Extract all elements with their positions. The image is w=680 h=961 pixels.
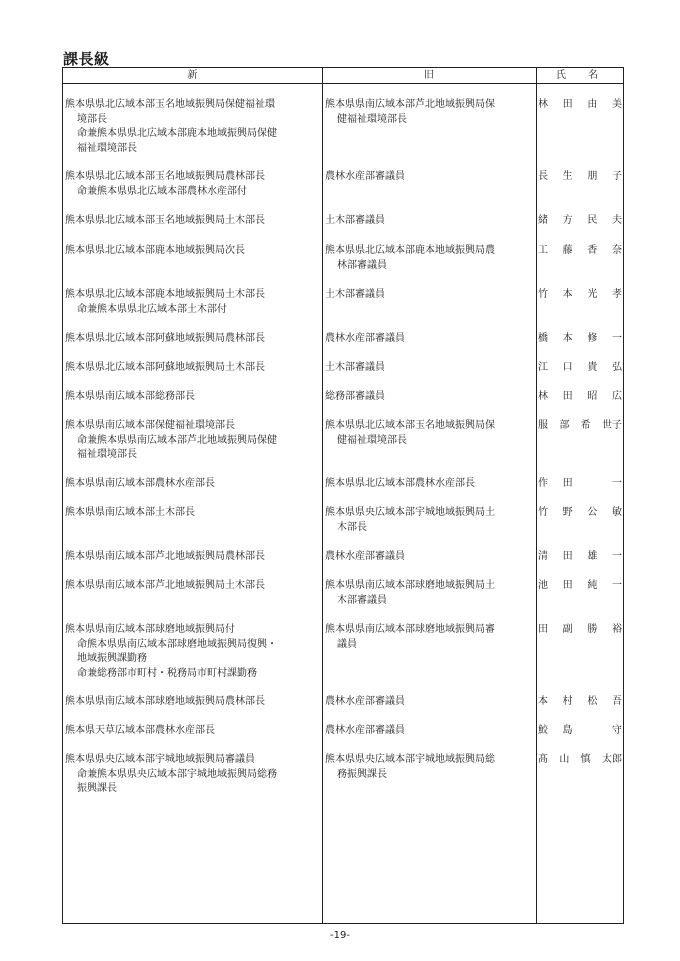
name-char: 田 <box>562 478 573 489</box>
name-char: 純 <box>587 580 598 591</box>
name-char: 本 <box>538 696 548 707</box>
header-new: 新 <box>187 70 198 81</box>
name-char: 江 <box>538 362 548 373</box>
new-position-cell <box>65 98 319 156</box>
person-name <box>538 170 622 185</box>
name-char: 孝 <box>611 289 622 300</box>
person-name-cell <box>538 332 622 347</box>
name-char: 一 <box>611 478 622 489</box>
old-position-line: 務振興課長 <box>337 768 387 780</box>
new-position-cell <box>65 477 319 492</box>
new-position-cell <box>65 695 319 710</box>
person-name <box>538 506 622 521</box>
old-position-line: 熊本県県北広域本部農林水産部長 <box>325 478 475 489</box>
name-char: 本 <box>562 289 573 300</box>
person-name-cell <box>538 695 622 710</box>
old-position-cell <box>325 419 533 448</box>
person-name <box>538 332 622 347</box>
name-char: 松 <box>587 696 598 707</box>
page-number: -19- <box>330 930 350 941</box>
new-position-line: 熊本県県央広域本部宇城地域振興局審議員 <box>65 754 255 765</box>
new-position-line: 熊本県県南広域本部農林水産部長 <box>65 478 215 489</box>
name-char: 子 <box>611 171 622 182</box>
name-char: 貴 <box>587 362 598 373</box>
new-position-line: 地域振興課勤務 <box>77 653 147 664</box>
person-name <box>538 98 622 113</box>
name-char: 一 <box>611 333 622 344</box>
old-position-line: 農林水産部審議員 <box>325 333 405 344</box>
old-position-cell <box>325 288 533 303</box>
new-position-cell <box>65 390 319 405</box>
name-char: 太郎 <box>601 754 622 765</box>
old-position-line: 木部審議員 <box>337 594 387 606</box>
new-position-line: 熊本県県南広域本部芦北地域振興局土木部長 <box>65 580 265 591</box>
new-position-cell <box>65 506 319 521</box>
person-name-cell <box>538 477 622 492</box>
person-name <box>538 724 622 739</box>
new-position-line: 熊本県県北広域本部玉名地域振興局保健福祉環 <box>65 99 275 110</box>
name-char: 林 <box>538 99 548 110</box>
name-char: 勝 <box>587 624 598 635</box>
person-name <box>538 623 622 638</box>
old-position-line: 熊本県県北広域本部玉名地域振興局保 <box>325 420 495 431</box>
new-position-line: 熊本県県南広域本部芦北地域振興局農林部長 <box>65 551 265 562</box>
old-position-line: 土木部審議員 <box>325 362 385 373</box>
person-name <box>538 288 622 303</box>
name-char: 広 <box>611 391 622 402</box>
person-name-cell <box>538 361 622 376</box>
old-position-line: 土木部審議員 <box>325 289 385 300</box>
name-char: 島 <box>562 725 573 736</box>
name-char: 世子 <box>601 420 622 431</box>
new-position-line: 命兼熊本県県北広域本部鹿本地域振興局保健 <box>77 128 277 139</box>
name-char: 竹 <box>538 289 548 300</box>
new-position-cell <box>65 550 319 565</box>
person-name <box>538 390 622 405</box>
name-char: 生 <box>562 171 573 182</box>
name-char: 山 <box>559 754 570 765</box>
new-position-line: 熊本県県北広域本部鹿本地域振興局土木部長 <box>65 289 265 300</box>
name-char: 敏 <box>611 507 622 518</box>
name-char: 田 <box>538 624 548 635</box>
name-char: 田 <box>562 99 573 110</box>
new-position-cell <box>65 419 319 463</box>
old-position-line: 木部長 <box>337 521 367 533</box>
old-position-line: 農林水産部審議員 <box>325 696 405 707</box>
new-position-cell <box>65 332 319 347</box>
person-name <box>538 477 622 492</box>
new-position-line: 熊本県県北広域本部阿蘇地域振興局土木部長 <box>65 362 265 373</box>
new-position-cell <box>65 170 319 199</box>
name-char: 野 <box>562 507 573 518</box>
new-position-line: 熊本県県南広域本部土木部長 <box>65 507 195 518</box>
new-position-line: 熊本県県北広域本部玉名地域振興局土木部長 <box>65 215 265 226</box>
name-char: 林 <box>538 391 548 402</box>
new-position-line: 熊本県県南広域本部球磨地域振興局農林部長 <box>65 696 265 707</box>
name-char <box>587 477 597 492</box>
name-char: 竹 <box>538 507 548 518</box>
name-char: 公 <box>587 507 598 518</box>
person-name-cell <box>538 419 622 434</box>
old-position-cell <box>325 724 533 739</box>
name-char: 朋 <box>587 171 598 182</box>
name-char: 池 <box>538 580 548 591</box>
new-position-cell <box>65 753 319 797</box>
old-position-line: 林部審議員 <box>337 259 387 271</box>
person-name <box>538 579 622 594</box>
old-position-line: 総務部審議員 <box>325 391 385 402</box>
new-position-line: 熊本県県北広域本部阿蘇地域振興局農林部長 <box>65 333 265 344</box>
old-position-line: 土木部審議員 <box>325 215 385 226</box>
old-position-line: 熊本県県南広域本部球磨地域振興局土 <box>325 580 495 591</box>
name-char: 由 <box>587 99 598 110</box>
new-position-line: 熊本県県南広域本部球磨地域振興局付 <box>65 624 235 635</box>
old-position-cell <box>325 506 533 535</box>
person-name-cell <box>538 550 622 565</box>
new-position-line: 熊本県県北広域本部鹿本地域振興局次長 <box>65 245 245 256</box>
person-name-cell <box>538 579 622 594</box>
name-char: 希 <box>580 420 591 431</box>
person-name-cell <box>538 98 622 113</box>
old-position-cell <box>325 623 533 652</box>
new-position-line: 熊本県県北広域本部玉名地域振興局農林部長 <box>65 171 265 182</box>
new-position-cell <box>65 214 319 229</box>
name-char <box>587 724 597 739</box>
old-position-line: 熊本県県央広域本部宇城地域振興局総 <box>325 754 495 765</box>
old-position-cell <box>325 361 533 376</box>
name-char: 美 <box>611 99 622 110</box>
person-name <box>538 550 622 565</box>
name-char: 香 <box>587 245 598 256</box>
new-position-line: 命兼熊本県県北広域本部土木部付 <box>77 303 227 315</box>
name-char: 奈 <box>611 245 622 256</box>
name-char: 慎 <box>580 754 591 765</box>
name-char: 裕 <box>611 624 622 635</box>
name-char: 部 <box>559 420 570 431</box>
person-name-cell <box>538 214 622 229</box>
old-position-line: 議員 <box>337 638 357 650</box>
name-char: 田 <box>562 580 573 591</box>
name-char: 口 <box>562 362 573 373</box>
person-name <box>538 695 622 710</box>
old-position-cell <box>325 332 533 347</box>
new-position-line: 福祉環境部長 <box>77 142 137 154</box>
person-name-cell <box>538 753 622 768</box>
new-position-line: 福祉環境部長 <box>77 449 137 460</box>
name-char: 作 <box>538 478 548 489</box>
old-position-cell <box>325 170 533 185</box>
name-char: 一 <box>611 551 622 562</box>
new-position-line: 命熊本県県南広域本部球磨地域振興局復興・ <box>77 638 277 650</box>
old-position-line: 農林水産部審議員 <box>325 551 405 562</box>
name-char: 一 <box>611 580 622 591</box>
name-char: 田 <box>562 391 573 402</box>
person-name-cell <box>538 506 622 521</box>
name-char: 守 <box>611 725 622 736</box>
table-header <box>63 68 623 84</box>
name-char: 鮫 <box>538 725 548 736</box>
name-char: 光 <box>587 289 598 300</box>
new-position-cell <box>65 244 319 259</box>
name-char: 長 <box>538 171 548 182</box>
personnel-table <box>62 67 624 924</box>
new-position-line: 振興課長 <box>77 783 117 794</box>
old-position-line: 熊本県県北広域本部鹿本地域振興局農 <box>325 245 495 256</box>
old-position-line: 農林水産部審議員 <box>325 171 405 182</box>
new-position-line: 命兼熊本県県南広域本部芦北地域振興局保健 <box>77 434 277 446</box>
old-position-cell <box>325 753 533 782</box>
header-old: 旧 <box>424 70 434 81</box>
person-name <box>538 361 622 376</box>
person-name <box>538 753 622 768</box>
name-char: 雄 <box>587 551 598 562</box>
old-position-cell <box>325 390 533 405</box>
person-name-cell <box>538 244 622 259</box>
person-name-cell <box>538 724 622 739</box>
name-char: 緒 <box>538 215 548 226</box>
old-position-line: 健福祉環境部長 <box>337 434 407 446</box>
name-char: 方 <box>562 215 573 226</box>
name-char: 修 <box>587 333 598 344</box>
old-position-cell <box>325 98 533 127</box>
old-position-line: 熊本県県南広域本部球磨地域振興局審 <box>325 624 495 635</box>
name-char: 清 <box>538 551 548 562</box>
new-position-cell <box>65 579 319 594</box>
name-char: 藤 <box>562 245 573 256</box>
name-char: 弘 <box>611 362 622 373</box>
new-position-cell <box>65 724 319 739</box>
person-name <box>538 419 622 434</box>
new-position-line: 境部長 <box>77 113 107 125</box>
name-char: 田 <box>562 551 573 562</box>
name-char: 夫 <box>611 215 622 226</box>
new-position-line: 熊本県天草広域本部農林水産部長 <box>65 725 215 736</box>
name-char: 昭 <box>587 391 598 402</box>
name-char: 吾 <box>611 696 622 707</box>
old-position-line: 健福祉環境部長 <box>337 113 407 125</box>
name-char: 髙 <box>538 754 548 765</box>
new-position-line: 熊本県県南広域本部総務部長 <box>65 391 195 402</box>
name-char: 橋 <box>538 333 548 344</box>
column-divider <box>536 68 537 923</box>
person-name-cell <box>538 623 622 638</box>
name-char: 本 <box>562 333 573 344</box>
new-position-cell <box>65 623 319 681</box>
old-position-cell <box>325 579 533 608</box>
old-position-cell <box>325 477 533 492</box>
person-name-cell <box>538 288 622 303</box>
page-title: 課長級 <box>63 50 110 68</box>
old-position-line: 熊本県県南広域本部芦北地域振興局保 <box>325 99 495 110</box>
header-name: 氏 名 <box>556 70 604 81</box>
name-char: 民 <box>587 215 598 226</box>
old-position-cell <box>325 214 533 229</box>
old-position-line: 熊本県県央広域本部宇城地域振興局土 <box>325 507 495 518</box>
new-position-line: 命兼総務部市町村・税務局市町村課勤務 <box>77 667 257 679</box>
person-name-cell <box>538 170 622 185</box>
new-position-line: 命兼熊本県県北広域本部農林水産部付 <box>77 185 247 197</box>
person-name <box>538 214 622 229</box>
name-char: 副 <box>562 624 573 635</box>
new-position-line: 熊本県県南広域本部保健福祉環境部長 <box>65 420 235 431</box>
name-char: 服 <box>538 420 548 431</box>
person-name-cell <box>538 390 622 405</box>
new-position-cell <box>65 288 319 317</box>
name-char: 村 <box>562 696 573 707</box>
column-divider <box>322 68 323 923</box>
new-position-line: 命兼熊本県県央広域本部宇城地域振興局総務 <box>77 768 277 780</box>
old-position-line: 農林水産部審議員 <box>325 725 405 736</box>
new-position-cell <box>65 361 319 376</box>
old-position-cell <box>325 244 533 273</box>
person-name <box>538 244 622 259</box>
name-char: 工 <box>538 245 548 256</box>
old-position-cell <box>325 550 533 565</box>
old-position-cell <box>325 695 533 710</box>
